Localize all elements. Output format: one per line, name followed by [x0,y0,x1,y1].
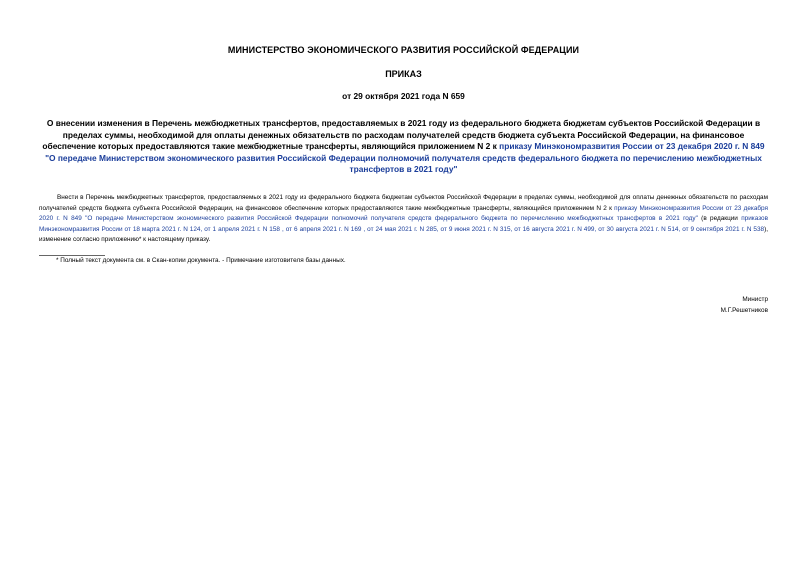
amending-orders-link[interactable]: приказов Минэкономразвития России от 18 марта 2021 г. N 124, от 1 апреля 2021 г. N 158 , от 6 апреля 2021 г. N 169 , от 24 мая 2021 г. N 285, от 9 июня 2021 г. N 315, от 16 августа 2021 г. N 499, от 30 августа 2021 г. N 514, от 9 сентября 2021 г. N 538 [39,215,768,233]
footnote-divider [39,255,105,256]
document-date: от 29 октября 2021 года N 659 [342,91,465,101]
title-order-link[interactable]: приказу Минэкономразвития России от 23 декабря 2020 г. N 849 "О передаче Министерством экономического развития Российской Федерации полномочий получателя средств федерального бюджета по перечислению межбюджетных трансфертов в 2021 году" [45,141,765,175]
body-text-3: ), изменение согласно приложению* к настоящему приказу. [39,225,768,244]
signer-name: М.Г.Решетников [720,307,768,314]
ministry-heading: МИНИСТЕРСТВО ЭКОНОМИЧЕСКОГО РАЗВИТИЯ РОССИЙСКОЙ ФЕДЕРАЦИИ [227,45,580,55]
body-paragraph [39,193,768,246]
body-text-1: Внести в Перечень межбюджетных трансфертов, предоставляемых в 2021 году из федерального бюджета бюджетам субъектов Российской Федерации в пределах суммы, необходимой для оплаты денежных обязательств по расходам получателей средств бюджета субъекта Российской Федерации, на финансовое обеспечение которых предоставляются такие межбюджетные трансферты, являющийся приложением N 2 к [39,194,768,212]
document-type: ПРИКАЗ [385,69,422,79]
document-title [38,118,769,176]
order-849-link[interactable]: приказу Минэкономразвития России от 23 декабря 2020 г. N 849 "О передаче Министерством экономического развития Российской Федерации полномочий получателя средств федерального бюджета по перечислению межбюджетных трансфертов в 2021 году" [39,204,769,223]
footnote: * Полный текст документа см. в Скан-копии документа. - Примечание изготовителя базы данных. [56,257,346,264]
body-text-2: (в редакции [697,215,742,223]
signer-title: Министр [742,296,768,303]
title-text: О внесении изменения в Перечень межбюджетных трансфертов, предоставляемых в 2021 году из федерального бюджета бюджетам субъектов Российской Федерации в пределах суммы, необходимой для оплаты денежных обязательств по расходам получателей средств бюджета субъекта Российской Федерации, на финансовое обеспечение которых предоставляются такие межбюджетные трансферты, являющийся приложением N 2 к [42,118,761,152]
